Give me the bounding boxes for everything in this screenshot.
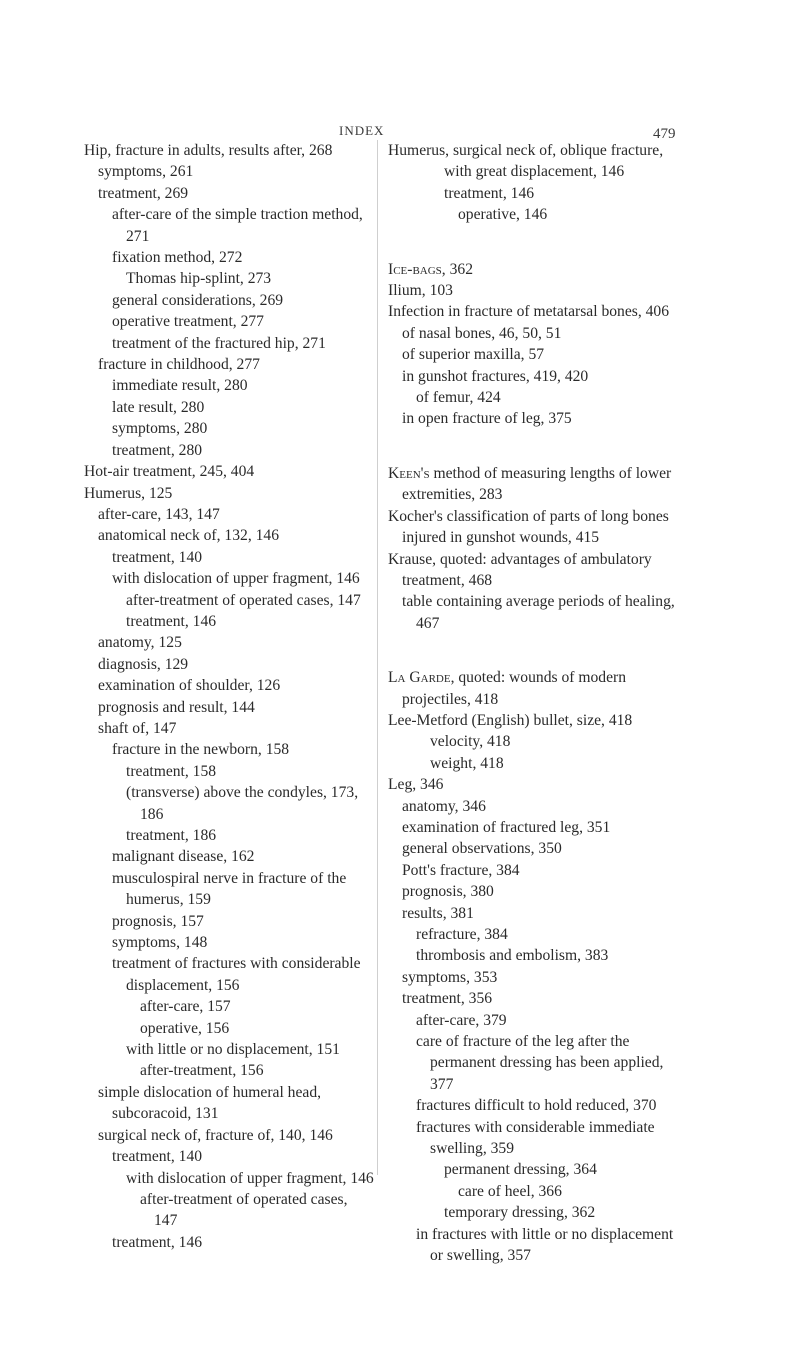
index-column-right — [388, 140, 688, 1267]
index-entry: symptoms, 261 — [98, 163, 194, 181]
index-entry: immediate result, 280 — [112, 377, 248, 395]
index-entry: care of fracture of the leg after the permanent dressing has been applied, 377 — [416, 1033, 664, 1093]
index-entry: after-care, 379 — [416, 1011, 507, 1029]
index-entry: treatment, 146 — [444, 184, 535, 202]
index-entry: prognosis, 157 — [112, 912, 204, 930]
index-entry: treatment, 186 — [126, 827, 217, 844]
index-entry: treatment, 146 — [126, 612, 217, 630]
index-entry: (transverse) above the condyles, 173, 186 — [126, 784, 359, 823]
index-entry: after-care, 143, 147 — [98, 505, 220, 523]
index-entry: with dislocation of upper fragment, 146 — [112, 570, 360, 588]
index-entry: Infection in fracture of metatarsal bones, 406 — [388, 303, 670, 321]
entry-text: method of measuring lengths of lower extremities, 283 — [402, 464, 672, 504]
index-entry: after-care of the simple traction method, 271 — [112, 206, 363, 245]
index-entry: thrombosis and embolism, 383 — [416, 947, 609, 965]
index-entry: permanent dressing, 364 — [444, 1161, 597, 1179]
index-entry: examination of shoulder, 126 — [98, 677, 281, 695]
index-entry: in gunshot fractures, 419, 420 — [402, 367, 589, 385]
index-entry: after-care, 157 — [140, 998, 231, 1016]
index-entry: Humerus, 125 — [84, 484, 173, 502]
index-entry: treatment, 146 — [112, 1233, 203, 1251]
index-entry: symptoms, 280 — [112, 420, 208, 438]
index-entry: general observations, 350 — [402, 840, 562, 858]
index-entry — [388, 463, 688, 506]
index-entry: general considerations, 269 — [112, 291, 284, 309]
index-entry: Hip, fracture in adults, results after, 268 — [84, 142, 333, 159]
index-entry: fractures with considerable immediate swelling, 359 — [416, 1118, 655, 1158]
index-entry: shaft of, 147 — [98, 719, 177, 737]
index-entry: treatment of fractures with considerable displacement, 156 — [112, 955, 361, 994]
index-entry: simple dislocation of humeral head, subcoracoid, 131 — [98, 1083, 322, 1123]
index-entry: prognosis, 380 — [402, 883, 494, 901]
index-entry: examination of fractured leg, 351 — [402, 818, 611, 836]
page-number: 479 — [653, 126, 676, 142]
index-entry: late result, 280 — [112, 398, 205, 416]
index-entry: Hot-air treatment, 245, 404 — [84, 463, 255, 481]
index-entry: Lee-Metford (English) bullet, size, 418 — [388, 711, 633, 729]
index-entry: of superior maxilla, 57 — [402, 346, 545, 364]
index-entry: treatment, 140 — [112, 1148, 203, 1166]
index-entry: in open fracture of leg, 375 — [402, 410, 572, 428]
index-entry: of nasal bones, 46, 50, 51 — [402, 324, 562, 342]
index-entry: Humerus, surgical neck of, oblique fracture, with great displacement, 146 — [388, 142, 664, 181]
index-column-left — [84, 140, 374, 1253]
index-entry: Kocher's classification of parts of long bones injured in gunshot wounds, 415 — [388, 507, 669, 547]
index-entry: anatomy, 346 — [402, 797, 486, 815]
index-entry: anatomical neck of, 132, 146 — [98, 527, 280, 545]
index-entry: care of heel, 366 — [458, 1182, 562, 1200]
index-entry: after-treatment, 156 — [140, 1062, 264, 1080]
index-entry: treatment, 356 — [402, 990, 493, 1008]
index-entry: with little or no displacement, 151 — [126, 1041, 340, 1059]
entry-heading: Ice-bags — [388, 260, 442, 278]
index-entry: refracture, 384 — [416, 926, 508, 943]
entry-text: , quoted: wounds of modern projectiles, 418 — [402, 669, 626, 708]
index-entry: treatment, 269 — [98, 184, 189, 202]
index-entry — [388, 667, 688, 710]
index-entry: table containing average periods of healing, 467 — [402, 593, 675, 632]
index-entry: fracture in childhood, 277 — [98, 356, 260, 374]
index-entry: fractures difficult to hold reduced, 370 — [416, 1097, 657, 1115]
index-entry: results, 381 — [402, 904, 474, 922]
index-entry: operative, 156 — [140, 1019, 230, 1037]
index-entry: surgical neck of, fracture of, 140, 146 — [98, 1126, 333, 1144]
index-entry: weight, 418 — [430, 754, 504, 772]
index-entry: anatomy, 125 — [98, 634, 182, 652]
entry-heading: La Garde — [388, 669, 451, 687]
index-entry: temporary dressing, 362 — [444, 1204, 596, 1222]
index-entry — [388, 259, 688, 280]
index-entry: Thomas hip-splint, 273 — [126, 270, 272, 288]
index-entry: diagnosis, 129 — [98, 655, 189, 673]
index-entry: after-treatment of operated cases, 147 — [126, 591, 361, 609]
index-entry: musculospiral nerve in fracture of the humerus, 159 — [112, 869, 347, 909]
index-entry: fixation method, 272 — [112, 249, 243, 267]
column-divider — [377, 140, 378, 1175]
index-entry: treatment, 158 — [126, 762, 217, 780]
index-entry: prognosis and result, 144 — [98, 698, 255, 716]
index-entry: with dislocation of upper fragment, 146 — [126, 1169, 374, 1187]
index-entry: treatment, 280 — [112, 441, 203, 459]
index-entry: fracture in the newborn, 158 — [112, 741, 290, 759]
index-entry: symptoms, 353 — [402, 968, 498, 986]
index-entry: treatment, 140 — [112, 548, 203, 566]
index-entry: operative, 146 — [458, 206, 548, 224]
index-entry: treatment of the fractured hip, 271 — [112, 334, 326, 352]
index-entry: Krause, quoted: advantages of ambulatory treatment, 468 — [388, 550, 652, 589]
index-entry: velocity, 418 — [430, 733, 511, 751]
index-entry: malignant disease, 162 — [112, 848, 255, 866]
index-entry: in fractures with little or no displacement or swelling, 357 — [416, 1225, 674, 1265]
index-entry: symptoms, 148 — [112, 934, 208, 952]
index-entry: operative treatment, 277 — [112, 313, 264, 331]
entry-text: , 362 — [441, 260, 473, 278]
index-entry: after-treatment of operated cases, 147 — [140, 1190, 348, 1230]
index-entry: Leg, 346 — [388, 776, 444, 794]
index-entry: Ilium, 103 — [388, 282, 453, 300]
running-header: INDEX — [339, 123, 385, 138]
entry-heading: Keen's — [388, 464, 430, 482]
index-entry: of femur, 424 — [416, 389, 501, 407]
index-entry: Pott's fracture, 384 — [402, 861, 520, 879]
